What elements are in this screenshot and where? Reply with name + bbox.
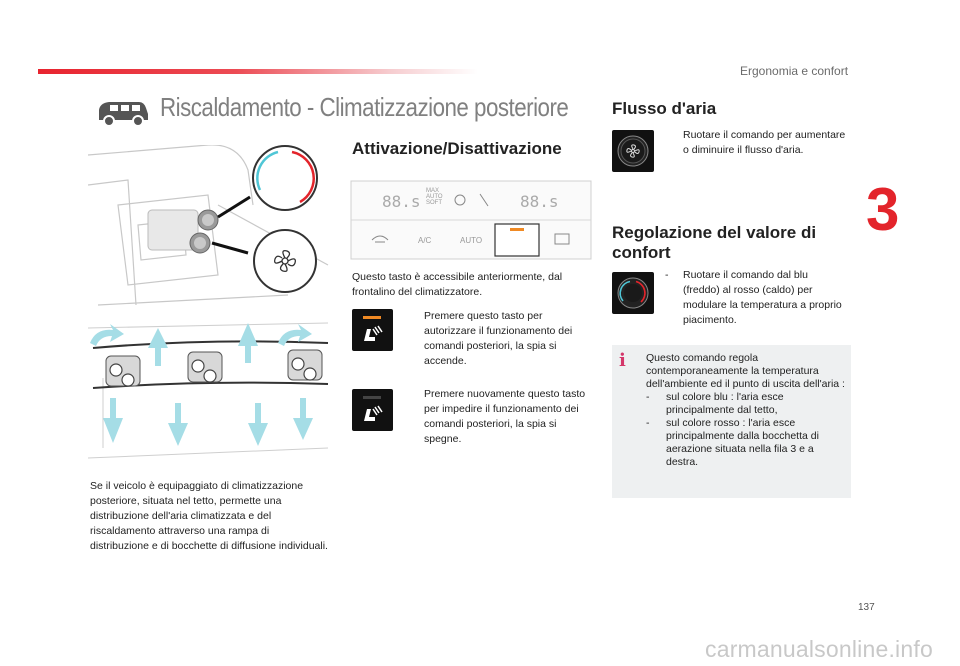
page-title: Riscaldamento - Climatizzazione posteriore [160, 92, 569, 122]
info-item [646, 391, 846, 417]
rear-seat-air-icon [361, 403, 385, 423]
info-text [646, 352, 846, 469]
ac-button-label: A/C [418, 236, 432, 245]
chapter-title: Ergonomia e confort [740, 64, 849, 78]
auto-button-label: AUTO [460, 236, 483, 245]
comfort-heading: Regolazione del valore di confort [612, 223, 817, 262]
panel-display-left: 88.s [382, 192, 421, 211]
airflow-knob-image [612, 130, 654, 172]
rear-enable-button-on [352, 309, 393, 351]
rear-control-illustration [88, 145, 333, 310]
info-item-text: sul colore blu : l'aria esce principalmente dal tetto, [666, 391, 784, 416]
info-icon: i [619, 350, 626, 371]
fan-knob-icon [612, 130, 654, 172]
panel-display-right: 88.s [520, 192, 559, 211]
page-number: 137 [858, 602, 875, 613]
rear-seat-air-icon [361, 323, 385, 343]
led-off-indicator [363, 396, 381, 399]
watermark: carmanualsonline.info [705, 636, 933, 662]
step-enable-text: Premere questo tasto per autorizzare il funzionamento dei comandi posteriori, la spia si accende. [424, 310, 573, 367]
airflow-heading: Flusso d'aria [612, 99, 717, 118]
step-disable-text: Premere nuovamente questo tasto per impedire il funzionamento dei comandi posteriori, la spia si spegne. [424, 388, 586, 445]
mode-label: SOFT [426, 200, 442, 206]
temperature-knob-image [612, 272, 654, 314]
van-icon [95, 100, 151, 128]
roof-vents-illustration [88, 318, 333, 468]
temperature-knob-icon [612, 272, 654, 314]
front-climate-panel [350, 180, 592, 260]
activation-heading: Attivazione/Disattivazione [352, 139, 562, 158]
info-item-text: sul colore rosso : l'aria esce principalmente dalla bocchetta di aerazione situata nella fila 3 e a destra. [666, 417, 819, 468]
info-intro: Questo comando regola contemporaneamente la temperatura dell'ambiente ed il punto di uscita dell'aria : [646, 352, 845, 390]
activation-intro: Questo tasto è accessibile anteriormente, dal frontalino del climatizzatore. [352, 271, 563, 298]
info-item [646, 417, 846, 469]
rear-enable-button-off [352, 389, 393, 431]
led-on-indicator [363, 316, 381, 319]
dash: - [646, 391, 650, 403]
panel-mode-labels [426, 188, 443, 206]
rear-climate-description: Se il veicolo è equipaggiato di climatizzazione posteriore, situata nel tetto, permette una distribuzione dell'aria climatizzata e del riscaldamento attraverso una rampa di distribuzione e di bocchette di diffusione individuali. [90, 480, 328, 552]
comfort-text: Ruotare il comando dal blu (freddo) al rosso (caldo) per modulare la temperatura a proprio piacimento. [683, 269, 842, 326]
mode-label: AUTO [426, 194, 443, 200]
mode-label: MAX [426, 188, 440, 194]
airflow-text: Ruotare il comando per aumentare o diminuire il flusso d'aria. [683, 129, 846, 156]
dash: - [665, 269, 669, 281]
chapter-number: 3 [866, 176, 900, 243]
header-accent-bar [38, 69, 478, 74]
dash: - [646, 417, 650, 429]
